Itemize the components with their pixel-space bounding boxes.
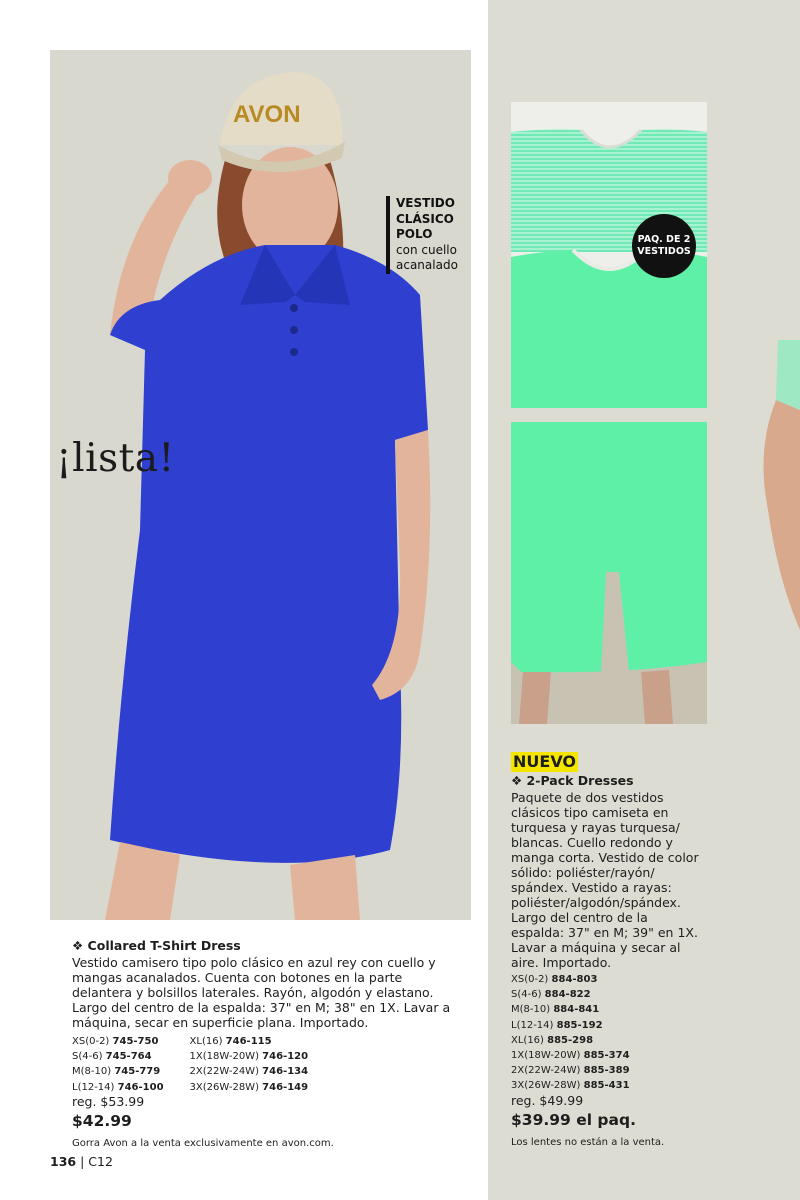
size-column xyxy=(190,1034,309,1095)
regular-price: reg. $53.99 xyxy=(72,1093,145,1109)
sale-price: $39.99 el paq. xyxy=(511,1110,636,1129)
size-row: S(4-6) 745-764 xyxy=(72,1051,152,1063)
page-number: 136 xyxy=(50,1154,77,1169)
size-row: XS(0-2) 745-750 xyxy=(72,1036,159,1047)
footer-separator: | xyxy=(80,1154,85,1169)
size-row: 1X(18W-20W) 885-374 xyxy=(511,1050,630,1062)
size-row: XL(16) 885-298 xyxy=(511,1034,594,1046)
dress-detail-photo xyxy=(511,422,707,724)
size-list xyxy=(72,1034,462,1095)
size-column xyxy=(72,1034,164,1095)
size-row: 1X(18W-20W) 746-120 xyxy=(189,1051,309,1063)
product-2-pack-dresses xyxy=(511,752,701,1148)
campaign-code: C12 xyxy=(88,1154,113,1169)
product-title: ❖ 2-Pack Dresses xyxy=(511,773,634,788)
product-description: Paquete de dos vestidos clásicos tipo camiseta en turquesa y rayas turquesa/ blancas. Cuello redondo y manga corta. Vestido de color sólido: poliéster/rayón/ spándex. Vestido a rayas: poliéster/algodón/spándex. Largo del centro de la espalda: 37" en M; 39" en 1X. Lavar a máquina y secar al aire. Importado. xyxy=(511,790,699,970)
style-callout xyxy=(386,196,458,274)
badge-line: VESTIDOS xyxy=(637,246,691,257)
product-title: ❖ Collared T-Shirt Dress xyxy=(72,938,241,953)
size-row: 2X(22W-24W) 746-134 xyxy=(189,1066,309,1078)
size-row: M(8-10) 745-779 xyxy=(72,1066,161,1078)
new-badge: NUEVO xyxy=(513,752,577,771)
size-row: L(12-14) 746-100 xyxy=(72,1081,164,1093)
product-note: Gorra Avon a la venta exclusivamente en avon.com. xyxy=(72,1137,334,1149)
tagline: ¡lista! xyxy=(56,436,175,481)
callout-line: VESTIDO xyxy=(396,196,455,210)
size-row: M(8-10) 884-841 xyxy=(511,1004,600,1016)
pack-badge xyxy=(632,214,696,278)
size-row: XL(16) 746-115 xyxy=(189,1036,272,1047)
cap-logo: AVON xyxy=(233,101,301,128)
size-row: 3X(26W-28W) 885-431 xyxy=(511,1080,630,1092)
page-footer xyxy=(50,1154,113,1169)
size-list xyxy=(511,972,701,1094)
product-note: Los lentes no están a la venta. xyxy=(511,1136,665,1148)
callout-line: con cuello xyxy=(396,242,457,257)
size-row: 2X(22W-24W) 885-389 xyxy=(511,1065,630,1077)
partial-model-edge xyxy=(748,340,800,630)
callout-line: acanalado xyxy=(396,258,458,272)
model-photo xyxy=(50,50,471,920)
callout-line: CLÁSICO xyxy=(396,211,454,226)
callout-line: POLO xyxy=(396,227,433,241)
sale-price: $42.99 xyxy=(72,1111,132,1130)
regular-price: reg. $49.99 xyxy=(511,1092,584,1108)
model-illustration xyxy=(50,50,471,920)
size-row: L(12-14) 885-192 xyxy=(511,1019,603,1031)
size-row: 3X(26W-28W) 746-149 xyxy=(189,1081,309,1093)
size-row: S(4-6) 884-822 xyxy=(511,989,591,1001)
product-collared-dress xyxy=(72,938,462,1149)
size-row: XS(0-2) 884-803 xyxy=(511,974,598,985)
product-description: Vestido camisero tipo polo clásico en azul rey con cuello y mangas acanalados. Cuenta con botones en la parte delantera y bolsillos laterales. Rayón, algodón y elastano. Largo del centro de la espalda: 37" en M; 38" en 1X. Lavar a máquina, secar en superficie plana. Importado. xyxy=(72,955,451,1030)
badge-line: PAQ. DE 2 xyxy=(637,234,691,245)
